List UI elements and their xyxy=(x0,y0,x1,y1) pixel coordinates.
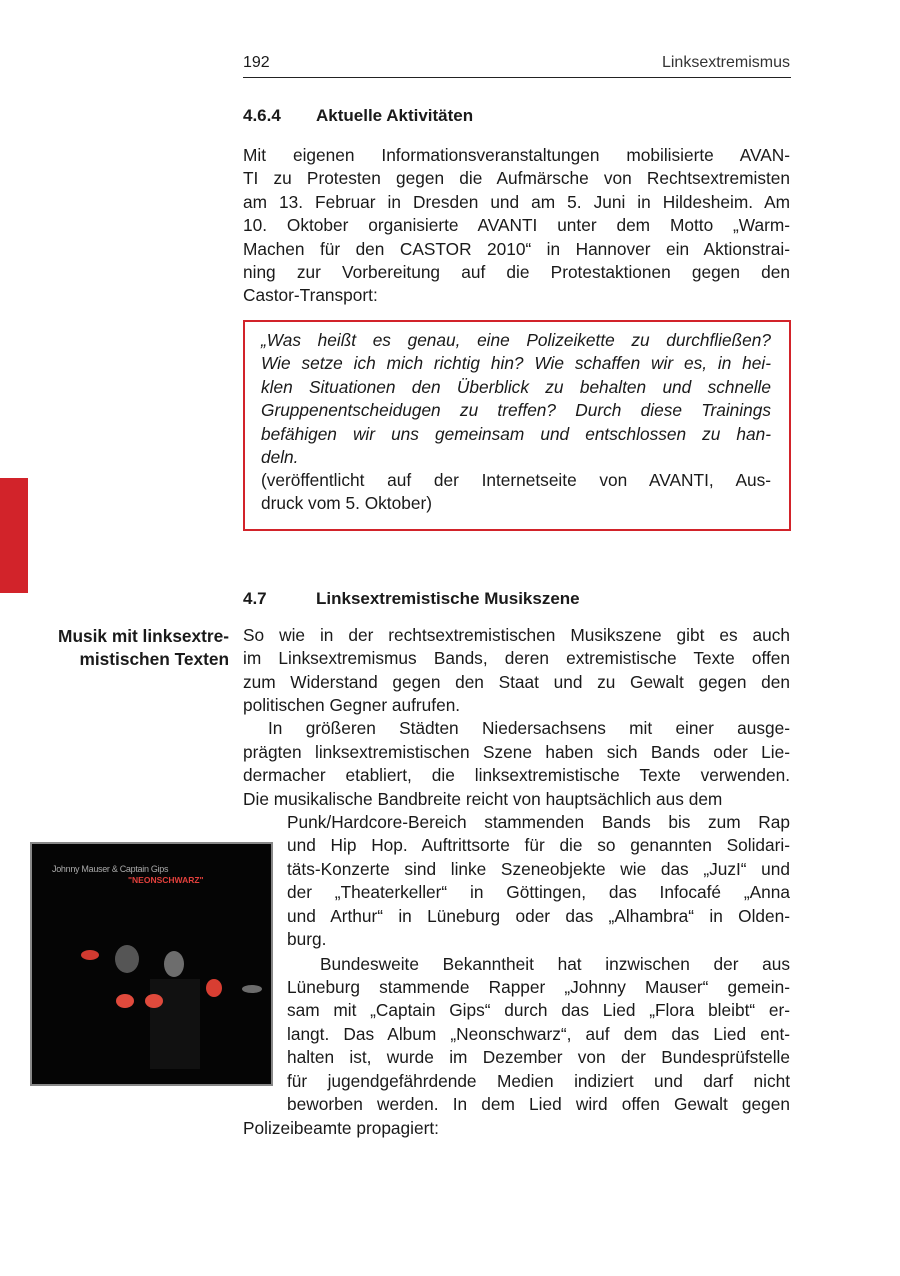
album-artist: Johnny Mauser & Captain Gips xyxy=(52,864,169,874)
text-line: der „Theaterkeller“ in Göttingen, das Infocafé „Anna xyxy=(287,882,790,903)
text-line: am 13. Februar in Dresden und am 5. Juni in Hildesheim. Am xyxy=(243,191,790,212)
text-line: zum Widerstand gegen den Staat und zu Gewalt gegen den xyxy=(243,671,790,692)
text-line: Polizeibeamte propagiert: xyxy=(243,1118,439,1138)
text-line: Castor-Transport: xyxy=(243,285,378,306)
text-line: prägten linksextremistischen Szene haben sich Bands oder Lie- xyxy=(243,742,790,762)
album-cover-image xyxy=(30,842,273,1086)
album-photo xyxy=(32,844,271,1084)
quote-source xyxy=(261,469,771,516)
text-line: burg. xyxy=(287,929,327,950)
header-rule xyxy=(243,77,791,78)
running-title: Linksextremismus xyxy=(661,54,790,71)
section-number: 4.7 xyxy=(243,589,267,608)
margin-note-line: mistischen Texten xyxy=(79,649,229,670)
paragraph-first-line xyxy=(268,717,790,740)
text-line: täts-Konzerte sind linke Szeneobjekte wie das „JuzI“ und xyxy=(287,858,790,879)
text-line: Mit eigenen Informationsveranstaltungen mobilisierte AVAN- xyxy=(243,145,790,165)
text-line: Punk/Hardcore-Bereich stammenden Bands bis zum Rap xyxy=(287,812,790,832)
text-line: 10. Oktober organisierte AVANTI unter dem Motto „Warm- xyxy=(243,215,790,236)
text-line: langt. Das Album „Neonschwarz“, auf dem das Lied ent- xyxy=(287,1023,790,1044)
text-line: druck vom 5. Oktober) xyxy=(261,493,432,514)
paragraph-first-line xyxy=(320,953,790,976)
text-line: und Arthur“ in Lüneburg oder das „Alhambra“ in Olden- xyxy=(287,905,790,926)
margin-note xyxy=(58,625,229,672)
paragraph xyxy=(287,976,790,1116)
text-line: im Linksextremismus Bands, deren extremistische Texte offen xyxy=(243,648,790,669)
paragraph xyxy=(243,624,790,718)
text-line: Lüneburg stammende Rapper „Johnny Mauser“ gemein- xyxy=(287,977,790,997)
text-line: politischen Gegner aufrufen. xyxy=(243,695,461,716)
paragraph xyxy=(287,811,790,951)
quote-text xyxy=(261,329,771,469)
margin-note-line: Musik mit linksextre- xyxy=(58,626,229,646)
text-line: Die musikalische Bandbreite reicht von hauptsächlich aus dem xyxy=(243,788,723,809)
text-line: Gruppenentscheidugen zu treffen? Durch diese Trainings xyxy=(261,400,771,421)
section-number: 4.6.4 xyxy=(243,106,281,125)
text-line: ning zur Vorbereitung auf die Protestaktionen gegen den xyxy=(243,262,790,283)
section-title: Linksextremistische Musikszene xyxy=(316,589,580,608)
paragraph-last-line xyxy=(243,1117,790,1140)
page-number: 192 xyxy=(243,54,270,71)
text-line: dermacher etabliert, die linksextremistische Texte verwenden. xyxy=(243,765,790,786)
text-line: „Was heißt es genau, eine Polizeikette zu durchfließen? xyxy=(261,330,771,350)
album-title: "NEONSCHWARZ" xyxy=(128,875,204,885)
paragraph xyxy=(243,144,790,308)
text-line: befähigen wir uns gemeinsam und entschlossen zu han- xyxy=(261,423,771,444)
text-line: deln. xyxy=(261,447,299,468)
text-line: (veröffentlicht auf der Internetseite von AVANTI, Aus- xyxy=(261,470,771,490)
text-line: und Hip Hop. Auftrittsorte für die so genannten Solidari- xyxy=(287,835,790,856)
text-line: Bundesweite Bekanntheit hat inzwischen der aus xyxy=(320,954,790,974)
text-line: In größeren Städten Niedersachsens mit einer ausge- xyxy=(268,718,790,738)
text-line: klen Situationen den Überblick zu behalten und schnelle xyxy=(261,376,771,397)
chapter-marker xyxy=(0,478,28,593)
paragraph xyxy=(243,741,790,811)
text-line: halten ist, wurde im Dezember von der Bundesprüfstelle xyxy=(287,1047,790,1068)
section-title: Aktuelle Aktivitäten xyxy=(316,106,474,125)
text-line: TI zu Protesten gegen die Aufmärsche von Rechtsextremisten xyxy=(243,168,790,189)
text-line: Machen für den CASTOR 2010“ in Hannover ein Aktionstrai- xyxy=(243,238,790,259)
text-line: Wie setze ich mich richtig hin? Wie schaffen wir es, in hei- xyxy=(261,353,771,374)
text-line: So wie in der rechtsextremistischen Musikszene gibt es auch xyxy=(243,625,790,645)
text-line: beworben werden. In dem Lied wird offen Gewalt gegen xyxy=(287,1094,790,1115)
text-line: sam mit „Captain Gips“ durch das Lied „Flora bleibt“ er- xyxy=(287,1000,790,1021)
text-line: für jugendgefährdende Medien indiziert und darf nicht xyxy=(287,1070,790,1091)
